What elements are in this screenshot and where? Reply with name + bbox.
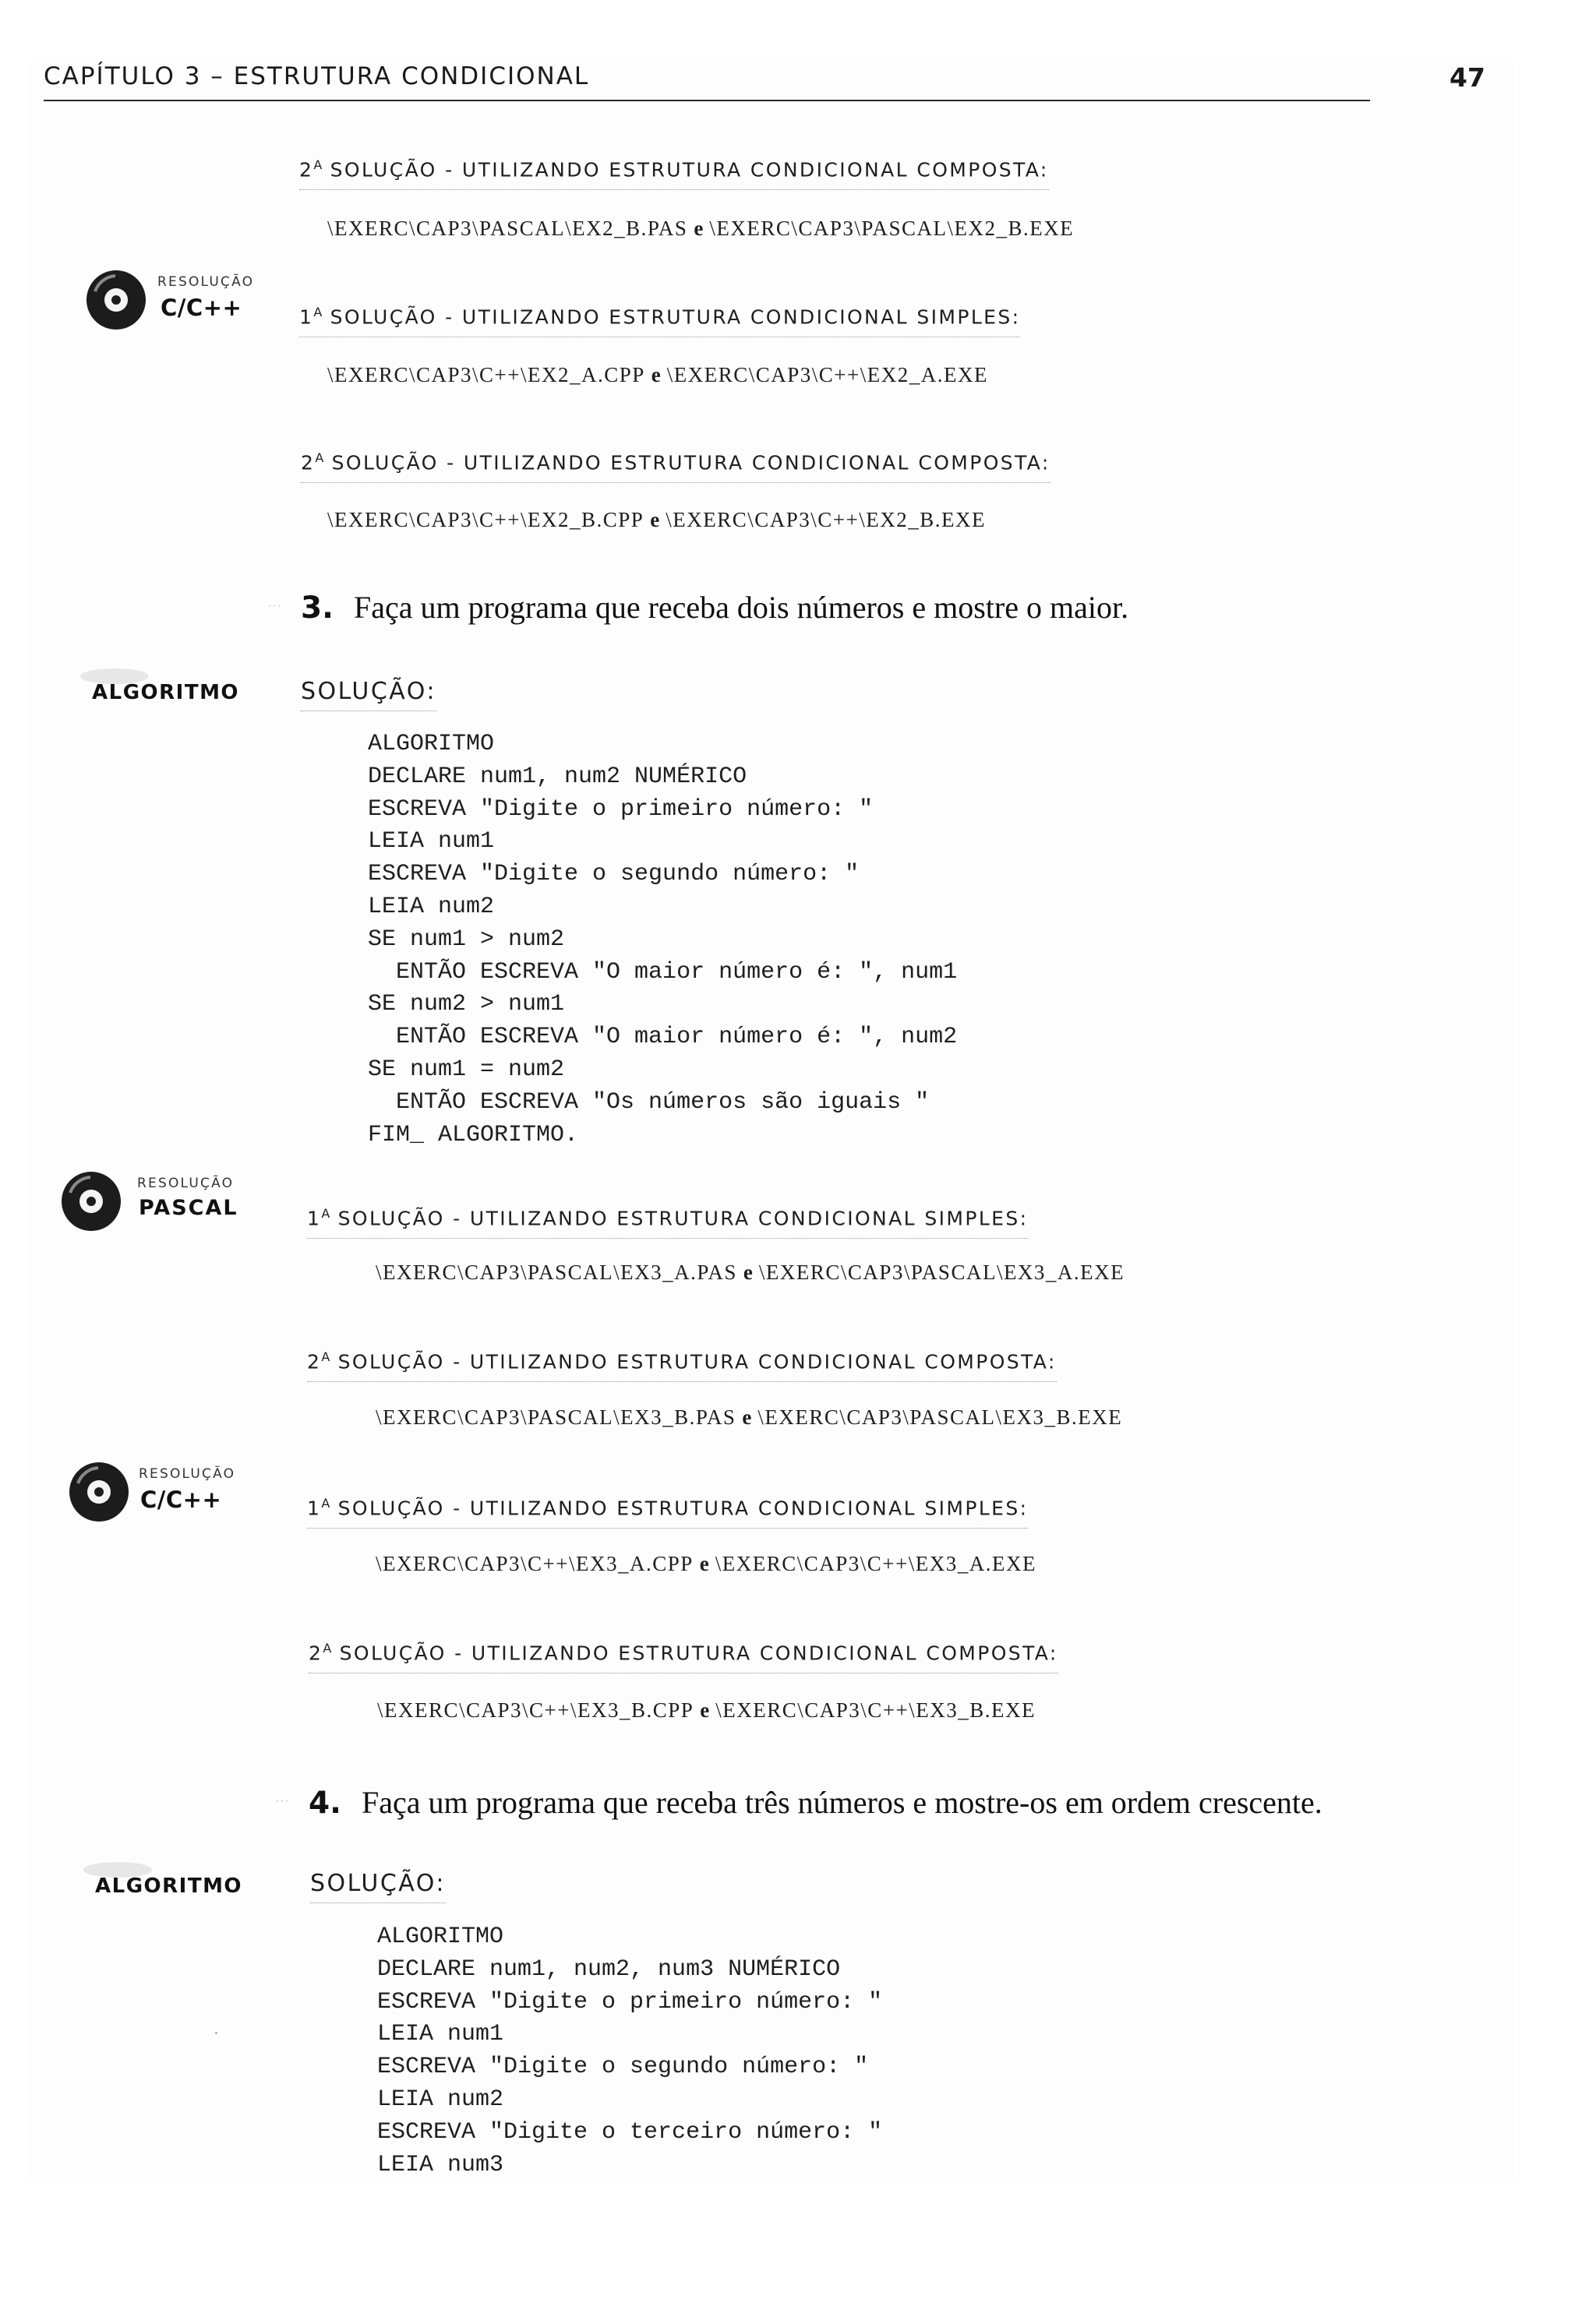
page-number: 47 <box>1449 62 1485 93</box>
solution-number: 2 <box>301 451 316 474</box>
solution-heading <box>301 450 1050 474</box>
question-text: Faça um programa que receba dois números e mostre o maior. <box>353 590 1129 625</box>
code-line: ESCREVA "Digite o segundo número: " <box>377 2054 869 2081</box>
decorative-dots: ∙∙∙ <box>268 600 282 613</box>
ordinal-mark: A <box>321 1496 330 1511</box>
scan-speck <box>215 2032 217 2034</box>
exercise-question <box>268 589 1129 626</box>
exe-file-path: \EXERC\CAP3\PASCAL\EX3_A.EXE <box>758 1261 1125 1284</box>
code-line: ENTÃO ESCREVA "O maior número é: ", num2 <box>368 1024 958 1051</box>
ordinal-mark: A <box>323 1641 332 1656</box>
exercise-question <box>276 1784 1322 1821</box>
ordinal-mark: A <box>313 305 323 319</box>
code-line: LEIA num1 <box>368 828 495 855</box>
solution-heading <box>309 1641 1058 1664</box>
code-line: ALGORITMO <box>377 1924 504 1950</box>
ordinal-mark: A <box>321 1349 330 1364</box>
conjunction: e <box>742 1405 752 1429</box>
file-paths <box>327 363 988 387</box>
solution-heading <box>307 1206 1028 1229</box>
conjunction: e <box>650 508 660 531</box>
code-line: ENTÃO ESCREVA "Os números são iguais " <box>368 1088 930 1116</box>
code-line: SE num2 > num1 <box>368 991 565 1018</box>
exe-file-path: \EXERC\CAP3\C++\EX2_A.EXE <box>666 363 988 386</box>
resolucao-cpp-badge <box>67 1460 254 1522</box>
code-line: ESCREVA "Digite o segundo número: " <box>368 861 860 888</box>
code-line: ESCREVA "Digite o primeiro número: " <box>368 795 874 823</box>
badge-caption: RESOLUÇÃO <box>139 1466 236 1482</box>
solution-heading <box>299 305 1020 328</box>
solution-heading <box>299 157 1049 181</box>
code-line: SE num1 > num2 <box>368 926 565 953</box>
code-line: ESCREVA "Digite o terceiro número: " <box>377 2118 883 2146</box>
question-text: Faça um programa que receba três números e mostre-os em ordem crescente. <box>361 1785 1322 1820</box>
code-line: ENTÃO ESCREVA "O maior número é: ", num1 <box>368 958 958 986</box>
algoritmo-label: ALGORITMO <box>92 681 240 704</box>
code-line: SE num1 = num2 <box>368 1056 565 1083</box>
source-file-path: \EXERC\CAP3\PASCAL\EX3_B.PAS <box>376 1405 736 1429</box>
solution-heading <box>307 1349 1057 1373</box>
source-file-path: \EXERC\CAP3\C++\EX2_A.CPP <box>327 363 645 386</box>
exe-file-path: \EXERC\CAP3\C++\EX3_A.EXE <box>715 1552 1036 1575</box>
code-line: LEIA num1 <box>377 2021 504 2048</box>
conjunction: e <box>699 1552 709 1575</box>
solution-number: 2 <box>299 158 314 182</box>
exe-file-path: \EXERC\CAP3\C++\EX3_B.EXE <box>715 1698 1036 1722</box>
badge-language: C/C++ <box>140 1486 222 1513</box>
solution-heading <box>307 1496 1028 1519</box>
exercise-number: 4. <box>309 1786 341 1821</box>
badge-caption: RESOLUÇÃO <box>157 274 255 290</box>
code-line: LEIA num3 <box>377 2151 504 2178</box>
solution-label: SOLUÇÃO - UTILIZANDO ESTRUTURA CONDICIONAL SIMPLES: <box>330 305 1021 329</box>
badge-caption: RESOLUÇÃO <box>137 1176 235 1191</box>
conjunction: e <box>651 363 661 386</box>
header-rule <box>44 100 1370 101</box>
file-paths <box>377 1698 1036 1723</box>
solution-label: SOLUÇÃO - UTILIZANDO ESTRUTURA CONDICIONAL COMPOSTA: <box>330 158 1049 182</box>
ordinal-mark: A <box>321 1206 330 1221</box>
code-line: ALGORITMO <box>368 731 495 757</box>
solution-label: SOLUÇÃO - UTILIZANDO ESTRUTURA CONDICIONAL SIMPLES: <box>337 1497 1029 1520</box>
file-paths <box>376 1261 1125 1285</box>
solution-number: 1 <box>307 1497 322 1520</box>
solution-label: SOLUÇÃO - UTILIZANDO ESTRUTURA CONDICIONAL COMPOSTA: <box>339 1642 1058 1665</box>
solucao-label: SOLUÇÃO: <box>310 1870 446 1897</box>
solution-number: 1 <box>307 1207 322 1230</box>
exe-file-path: \EXERC\CAP3\PASCAL\EX3_B.EXE <box>757 1405 1123 1429</box>
disc-icon <box>59 1169 123 1233</box>
code-line: ESCREVA "Digite o primeiro número: " <box>377 1988 883 2015</box>
solution-number: 2 <box>309 1642 323 1665</box>
solution-label: SOLUÇÃO - UTILIZANDO ESTRUTURA CONDICIONAL SIMPLES: <box>337 1207 1029 1230</box>
conjunction: e <box>694 217 704 240</box>
code-line: DECLARE num1, num2 NUMÉRICO <box>368 763 747 790</box>
decorative-dots: ∙∙∙ <box>276 1795 290 1808</box>
source-file-path: \EXERC\CAP3\C++\EX3_A.CPP <box>376 1552 694 1575</box>
source-file-path: \EXERC\CAP3\PASCAL\EX2_B.PAS <box>327 217 688 240</box>
chapter-title: CAPÍTULO 3 – ESTRUTURA CONDICIONAL <box>44 62 590 90</box>
ordinal-mark: A <box>315 450 324 465</box>
exercise-number: 3. <box>301 591 334 626</box>
resolucao-pascal-badge <box>59 1169 246 1232</box>
algoritmo-badge <box>92 672 279 718</box>
conjunction: e <box>743 1261 753 1284</box>
algorithm-code <box>368 728 957 1151</box>
source-file-path: \EXERC\CAP3\PASCAL\EX3_A.PAS <box>376 1261 737 1284</box>
code-line: LEIA num2 <box>377 2086 504 2113</box>
algoritmo-badge <box>95 1865 282 1912</box>
source-file-path: \EXERC\CAP3\C++\EX2_B.CPP <box>327 508 644 531</box>
disc-icon <box>84 268 148 332</box>
source-file-path: \EXERC\CAP3\C++\EX3_B.CPP <box>377 1698 694 1722</box>
code-line: LEIA num2 <box>368 893 495 920</box>
code-line: DECLARE num1, num2, num3 NUMÉRICO <box>377 1955 841 1983</box>
badge-language: C/C++ <box>161 294 242 321</box>
file-paths <box>376 1552 1036 1576</box>
solution-number: 1 <box>299 305 314 329</box>
file-paths <box>376 1405 1122 1430</box>
exe-file-path: \EXERC\CAP3\PASCAL\EX2_B.EXE <box>709 217 1075 240</box>
solution-label: SOLUÇÃO - UTILIZANDO ESTRUTURA CONDICIONAL COMPOSTA: <box>337 1350 1057 1374</box>
badge-language: PASCAL <box>139 1196 238 1220</box>
conjunction: e <box>700 1698 710 1722</box>
disc-icon <box>67 1460 131 1524</box>
code-line: FIM_ ALGORITMO. <box>368 1121 579 1148</box>
file-paths <box>327 508 986 532</box>
exe-file-path: \EXERC\CAP3\C++\EX2_B.EXE <box>666 508 987 531</box>
algorithm-code <box>377 1921 882 2181</box>
solucao-label: SOLUÇÃO: <box>301 678 436 705</box>
solution-label: SOLUÇÃO - UTILIZANDO ESTRUTURA CONDICIONAL COMPOSTA: <box>331 451 1050 474</box>
solution-number: 2 <box>307 1350 322 1374</box>
file-paths <box>327 217 1074 241</box>
ordinal-mark: A <box>313 157 323 172</box>
resolucao-cpp-badge <box>84 268 271 330</box>
algoritmo-label: ALGORITMO <box>95 1874 243 1898</box>
